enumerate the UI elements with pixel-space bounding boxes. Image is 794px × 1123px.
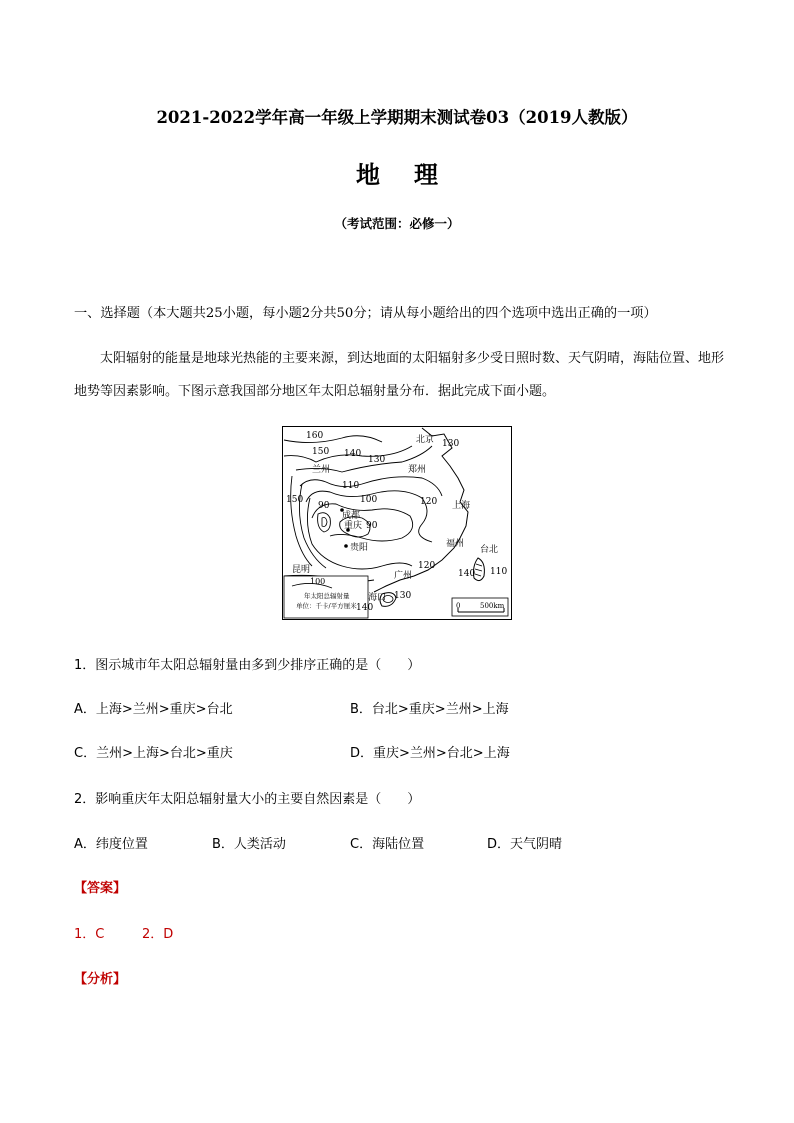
isoline-value-label: 100 bbox=[360, 495, 378, 505]
answer-heading: 【答案】 bbox=[74, 881, 127, 896]
map-city-label: 昆明 bbox=[292, 565, 311, 575]
map-city-label: 重庆 bbox=[344, 521, 363, 531]
scale-zero-label: 0 bbox=[456, 602, 461, 610]
legend-unit-label: 单位：千卡/平方厘米 bbox=[296, 602, 357, 610]
isoline-value-label: 110 bbox=[490, 567, 508, 577]
question-2-option-a: A．纬度位置 bbox=[74, 837, 148, 852]
legend-value-label: 100 bbox=[310, 577, 326, 586]
map-city-label: 台北 bbox=[480, 545, 499, 555]
isoline-value-label: 130 bbox=[394, 591, 412, 601]
question-2-stem: 2．影响重庆年太阳总辐射量大小的主要自然因素是（ ） bbox=[74, 792, 421, 807]
isoline-value-label: 130 bbox=[368, 455, 386, 465]
subject-title: 地理 bbox=[356, 160, 472, 189]
isoline-value-label: 90 bbox=[318, 501, 330, 511]
answer-item-2: 2．D bbox=[142, 927, 174, 942]
map-city-label: 贵阳 bbox=[350, 543, 369, 553]
isoline-value-label: 110 bbox=[342, 481, 360, 491]
isoline-value-label: 140 bbox=[356, 603, 374, 613]
question-2-option-d: D．天气阴晴 bbox=[487, 837, 563, 852]
answer-item-1: 1．C bbox=[74, 927, 105, 942]
analysis-heading: 【分析】 bbox=[74, 972, 127, 987]
isoline-value-label: 130 bbox=[442, 439, 460, 449]
map-city-label: 兰州 bbox=[312, 465, 331, 475]
isoline-value-label: 90 bbox=[366, 521, 378, 531]
map-city-label: 成都 bbox=[342, 511, 361, 521]
question-1-option-a: A．上海>兰州>重庆>台北 bbox=[74, 702, 233, 717]
map-city-label: 上海 bbox=[452, 501, 471, 511]
isoline-value-label: 160 bbox=[306, 431, 324, 441]
isoline-value-label: 120 bbox=[418, 561, 436, 571]
radiation-map-svg bbox=[282, 426, 512, 620]
isoline-value-label: 150 bbox=[312, 447, 330, 457]
intro-paragraph: 太阳辐射的能量是地球光热能的主要来源，到达地面的太阳辐射多少受日照时数、天气阴晴，海陆位置、地形地势等因素影响。下图示意我国部分地区年太阳总辐射量分布．据此完成下面小题。 bbox=[74, 351, 725, 399]
isoline-value-label: 140 bbox=[344, 449, 362, 459]
exam-scope: （考试范围：必修一） bbox=[334, 216, 460, 231]
question-1-option-d: D．重庆>兰州>台北>上海 bbox=[350, 746, 510, 761]
scale-distance-label: 500km bbox=[480, 602, 505, 610]
radiation-map bbox=[282, 426, 512, 620]
map-city-label: 广州 bbox=[394, 571, 413, 581]
map-city-label: 郑州 bbox=[408, 465, 427, 475]
page-title: 2021-2022学年高一年级上学期期末测试卷03（2019人教版） bbox=[156, 108, 638, 127]
map-city-label: 福州 bbox=[446, 539, 465, 549]
question-2-option-c: C．海陆位置 bbox=[350, 837, 425, 852]
question-1-option-c: C．兰州>上海>台北>重庆 bbox=[74, 746, 233, 761]
isoline-value-label: 140 bbox=[458, 569, 476, 579]
isoline-value-label: 120 bbox=[420, 497, 438, 507]
isoline-value-label: 150 bbox=[286, 495, 304, 505]
question-2-option-b: B．人类活动 bbox=[212, 837, 286, 852]
legend-title-label: 年太阳总辐射量 bbox=[304, 592, 350, 600]
map-city-label: 北京 bbox=[416, 435, 435, 445]
section-heading: 一、选择题（本大题共25小题，每小题2分共50分；请从每小题给出的四个选项中选出正确的一项） bbox=[74, 306, 657, 321]
map-city-label: 海口 bbox=[368, 593, 387, 603]
question-1-option-b: B．台北>重庆>兰州>上海 bbox=[350, 702, 509, 717]
question-1-stem: 1．图示城市年太阳总辐射量由多到少排序正确的是（ ） bbox=[74, 658, 421, 673]
